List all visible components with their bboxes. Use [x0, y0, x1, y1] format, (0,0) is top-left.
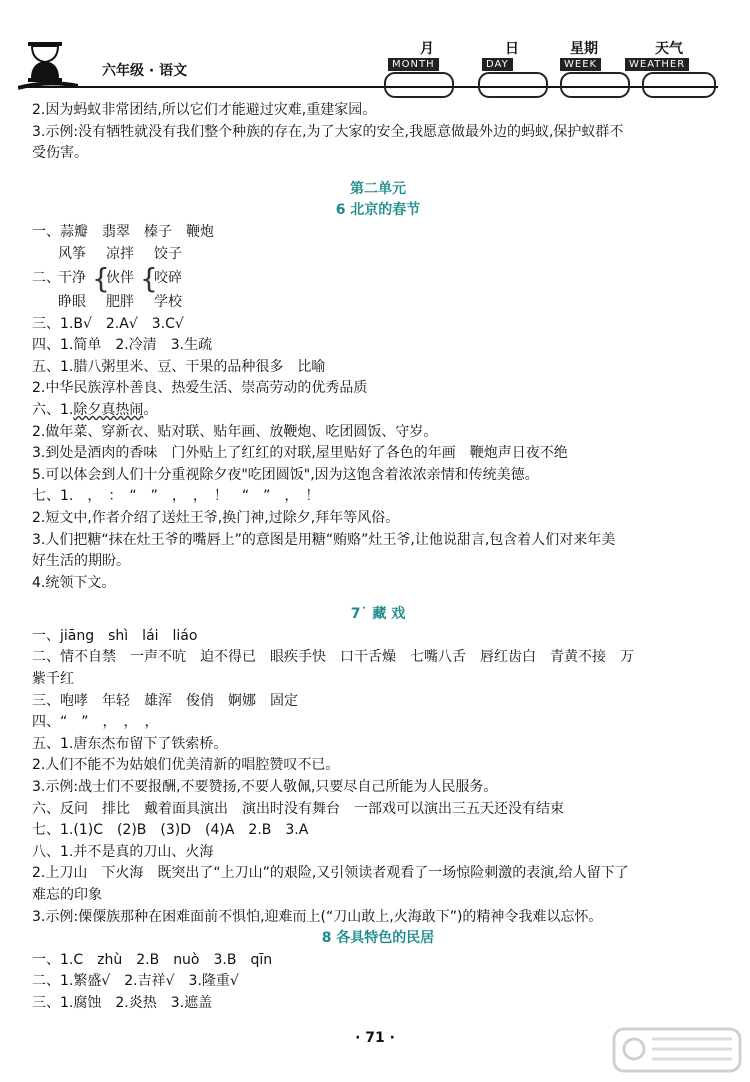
text-line: 2.上刀山 下火海 既突出了“上刀山”的艰险,又引领读者观看了一场惊险刺激的表演,给人留下了 — [32, 865, 629, 882]
text-line: 五、1.唐东杰布留下了铁索桥。 — [32, 735, 228, 752]
text-line: 七、1.(1)C (2)B (3)D (4)A 2.B 3.A — [32, 822, 309, 839]
month-en-label: MONTH — [388, 58, 439, 71]
text-line: 七、1. ， ： “ ” ， ， ！ “ ” ， ！ — [32, 488, 320, 505]
week-field — [560, 72, 630, 98]
text-line: 5.可以体会到人们十分重视除夕夜"吃团圆饭",因为这饱含着浓浓亲情和传统美德。 — [32, 466, 539, 483]
text-line: 一、蒜瓣 翡翠 榛子 鞭炮 — [32, 223, 214, 240]
page-number: · 71 · — [355, 1030, 395, 1046]
text-line: 2.因为蚂蚁非常团结,所以它们才能避过灾难,重建家园。 — [32, 102, 377, 118]
text-line: 四、“ ” ， ， ， — [32, 714, 159, 731]
brace-icon: { — [140, 261, 158, 295]
text-line: 六、反问 排比 戴着面具演出 演出时没有舞台 一部戏可以演出三五天还没有结束 — [32, 800, 564, 817]
text-line: 四、1.简单 2.冷清 3.生疏 — [32, 337, 213, 354]
text-line: 八、1.并不是真的刀山、火海 — [32, 843, 214, 860]
text-line — [32, 400, 724, 422]
text-line: 2.中华民族淳朴善良、热爱生活、崇高劳动的优秀品质 — [32, 380, 368, 397]
text-line: 紫千红 — [32, 671, 74, 688]
word: 干净 — [58, 269, 86, 286]
lesson-6-title: 6 北京的春节 — [335, 202, 421, 219]
word: 风筝 — [58, 245, 86, 262]
question-2-groups — [32, 244, 724, 314]
month-label: 月 — [420, 41, 434, 57]
text-line: 三、1.腐蚀 2.炎热 3.遮盖 — [32, 994, 213, 1011]
text-line: 受伤害。 — [32, 145, 88, 162]
text-line: 3.到处是酒肉的香味 门外贴上了红红的对联,屋里贴好了各色的年画 鞭炮声日夜不绝 — [32, 445, 568, 462]
day-label: 日 — [505, 41, 519, 57]
weather-field — [642, 72, 716, 98]
text-line: 三、1.B√ 2.A√ 3.C√ — [32, 315, 184, 332]
text-line: 3.示例:战士们不要报酬,不要赞扬,不要人敬佩,只要尽自己所能为人民服务。 — [32, 779, 498, 796]
brace-icon: { — [92, 261, 110, 295]
question-prefix: 六、1. — [32, 401, 74, 418]
text-line: 二、1.繁盛√ 2.吉祥√ 3.隆重√ — [32, 973, 239, 990]
watermark-logo — [612, 1025, 742, 1075]
week-en-label: WEEK — [560, 58, 601, 71]
word-column — [154, 244, 182, 314]
text-line: 3.示例:傈僳族那种在困难面前不惧怕,迎难而上(“刀山敢上,火海敢下”)的精神令我难以忘怀。 — [32, 908, 603, 925]
word: 肥胖 — [106, 293, 134, 310]
text-line: 2.做年菜、穿新衣、贴对联、贴年画、放鞭炮、吃团圆饭、守岁。 — [32, 423, 438, 440]
text-line: 好生活的期盼。 — [32, 553, 130, 570]
word-column — [106, 244, 134, 314]
word: 伙伴 — [106, 269, 134, 286]
word: 饺子 — [154, 245, 182, 262]
month-field — [384, 72, 454, 98]
page-header — [0, 0, 750, 105]
weather-en-label: WEATHER — [625, 58, 689, 71]
punctuation: 。 — [143, 401, 158, 418]
answer-content — [32, 100, 724, 1015]
word-column — [58, 244, 86, 314]
lesson-7-title: 7˙ 藏 戏 — [350, 606, 406, 623]
hourglass-icon — [18, 40, 78, 92]
week-label: 星期 — [570, 41, 598, 57]
grade-subject: 六年级 · 语文 — [102, 63, 188, 79]
weather-label: 天气 — [655, 41, 683, 57]
lesson-8-title: 8 各具特色的民居 — [321, 930, 435, 947]
day-field — [478, 72, 548, 98]
question-label: 二、 — [32, 269, 60, 286]
unit-title: 第二单元 — [350, 180, 406, 197]
day-en-label: DAY — [482, 58, 513, 71]
text-line: 一、1.C zhù 2.B nuò 3.B qīn — [32, 951, 273, 968]
text-line: 2.短文中,作者介绍了送灶王爷,换门神,过除夕,拜年等风俗。 — [32, 509, 400, 526]
text-line: 3.人们把糖“抹在灶王爷的嘴唇上”的意图是用糖“贿赂”灶王爷,让他说甜言,包含着人们对来年美 — [32, 531, 616, 548]
text-line: 三、咆哮 年轻 雄浑 俊俏 婀娜 固定 — [32, 692, 298, 709]
word: 睁眼 — [58, 293, 86, 310]
text-line: 五、1.腊八粥里米、豆、干果的品种很多 比喻 — [32, 358, 326, 375]
text-line: 3.示例:没有牺牲就没有我们整个种族的存在,为了大家的安全,我愿意做最外边的蚂蚁,保护蚁群不 — [32, 123, 624, 140]
word: 凉拌 — [106, 245, 134, 262]
text-line: 2.人们不能不为姑娘们优美清新的唱腔赞叹不已。 — [32, 757, 340, 774]
text-line: 二、情不自禁 一声不吭 迫不得已 眼疾手快 口干舌燥 七嘴八舌 唇红齿白 青黄不接 万 — [32, 649, 634, 666]
text-line: 难忘的印象 — [32, 887, 102, 903]
wavy-underlined-answer: 除夕真热闹 — [73, 401, 144, 418]
word: 咬碎 — [154, 269, 182, 286]
date-weather-bar — [380, 38, 725, 94]
text-line: 4.统领下文。 — [32, 574, 116, 591]
word: 学校 — [154, 293, 182, 310]
text-line: 一、jiāng shì lái liáo — [32, 627, 198, 644]
